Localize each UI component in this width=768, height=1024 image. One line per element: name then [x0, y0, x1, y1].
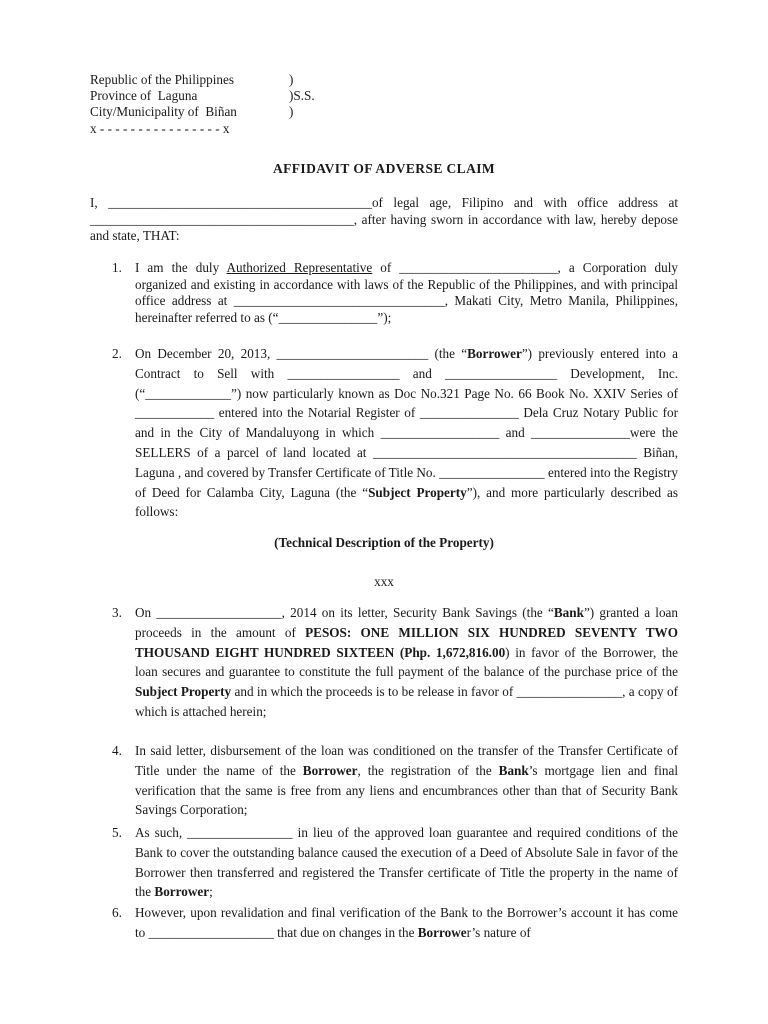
venue-bracket-1: )	[289, 72, 294, 87]
venue-city: City/Municipality of Biñan	[90, 104, 237, 119]
item-6-paragraph	[135, 903, 678, 943]
text-run: However, upon revalidation and final verification of the Bank to the Borrower’s account it has come to ___________________ that due on changes in the	[135, 905, 678, 940]
technical-description-heading: (Technical Description of the Property)	[274, 535, 494, 550]
text-run: ’s mortgage lien and final verification that the same is free from any liens and encumbrances other than that of Security Bank Savings Corporation;	[135, 762, 678, 818]
bold-text-run: Bank	[553, 605, 584, 620]
item-number: 2.	[112, 346, 122, 361]
venue-separator: x - - - - - - - - - - - - - - - - x	[90, 121, 230, 136]
text-run: ”) previously entered into a Contract to Sell with _________________ and _________________ Development, Inc. (“_____________”) now particularly known as Doc No.321 Page No. 66 Book No. XXIV Series of ____________ entered into the Notarial Register of _______________ Dela Cruz Notary Public for and in the City of Mandaluyong in which __________________ and _______________were the SELLERS of a parcel of land located at ________________________________________ Biñan, Laguna , and covered by Transfer Certificate of Title No. ________________ entered into the Registry of Deed for Calamba City, Laguna (the “	[135, 346, 679, 500]
bold-text-run: PESOS: ONE MILLION SIX HUNDRED SEVENTY TWO THOUSAND EIGHT HUNDRED SIXTEEN (Php. 1,672,816.00	[135, 624, 678, 660]
item-3-paragraph	[135, 603, 678, 722]
text-run: On December 20, 2013, _______________________ (the “	[135, 346, 468, 361]
bold-text-run: Borrower	[467, 346, 522, 361]
underlined-text-run: Authorized Representative	[226, 260, 373, 275]
text-run: I am the duly	[135, 260, 227, 275]
text-run: ) in favor of the Borrower, the loan secures and guarantee to constitute the full payment of the balance of the purchase price of the	[135, 644, 678, 680]
technical-description-placeholder: xxx	[374, 574, 394, 589]
item-5-paragraph	[135, 823, 678, 902]
item-4-paragraph	[135, 741, 678, 820]
item-number: 1.	[112, 260, 122, 275]
bold-text-run: Borrower	[302, 762, 358, 778]
venue-country: Republic of the Philippines	[90, 72, 234, 87]
intro-paragraph	[90, 195, 678, 245]
text-run: , the registration of the	[357, 762, 499, 778]
text-run: As such, ________________ in lieu of the approved loan guarantee and required conditions of the Bank to cover the outstanding balance caused the execution of a Deed of Absolute Sale in favor of the Borrower then transferred and registered the Transfer certificate of Title the property in the name of the	[135, 825, 678, 900]
text-run: ;	[209, 884, 213, 900]
text-run: ”), and more particularly described as follows:	[135, 484, 678, 520]
item-2-paragraph	[135, 344, 678, 522]
venue-ss-mark: )S.S.	[289, 88, 315, 103]
item-number: 3.	[112, 605, 122, 620]
bold-text-run: Bank	[498, 762, 529, 778]
text-run: of ________________________, a Corporation duly organized and existing in accordance with laws of the Republic of the Philippines, and with principal office address at ________________________________, Makati City, Metro Manila, Philippines, hereinafter referred to as (“_______________”);	[135, 260, 678, 325]
text-run: and in which the proceeds is to be release in favor of ________________, a copy of which is attached herein;	[135, 684, 678, 719]
text-run: I, ________________________________________of legal age, Filipino and with office address at ________________________________________, after having sworn in accordance with law, hereby depose and state, THAT:	[90, 195, 678, 243]
item-number: 4.	[112, 743, 122, 758]
document-title: AFFIDAVIT OF ADVERSE CLAIM	[272, 161, 496, 176]
bold-text-run: Borrower	[154, 884, 210, 900]
item-number: 6.	[112, 905, 122, 920]
item-1-paragraph	[135, 260, 678, 326]
text-run: On ___________________, 2014 on its letter, Security Bank Savings (the “	[135, 605, 554, 620]
venue-province: Province of Laguna	[90, 88, 198, 103]
venue-bracket-3: )	[289, 104, 294, 119]
bold-text-run: Subject Property	[368, 484, 467, 500]
text-run: In said letter, disbursement of the loan was conditioned on the transfer of the Transfer Certificate of Title under the name of the	[135, 743, 678, 778]
bold-text-run: Subject Property	[135, 684, 232, 700]
bold-text-run: Borrowe	[417, 924, 467, 940]
text-run: r’s nature of	[466, 924, 531, 940]
item-number: 5.	[112, 825, 122, 840]
text-run: ”) granted a loan proceeds in the amount of	[135, 605, 678, 640]
